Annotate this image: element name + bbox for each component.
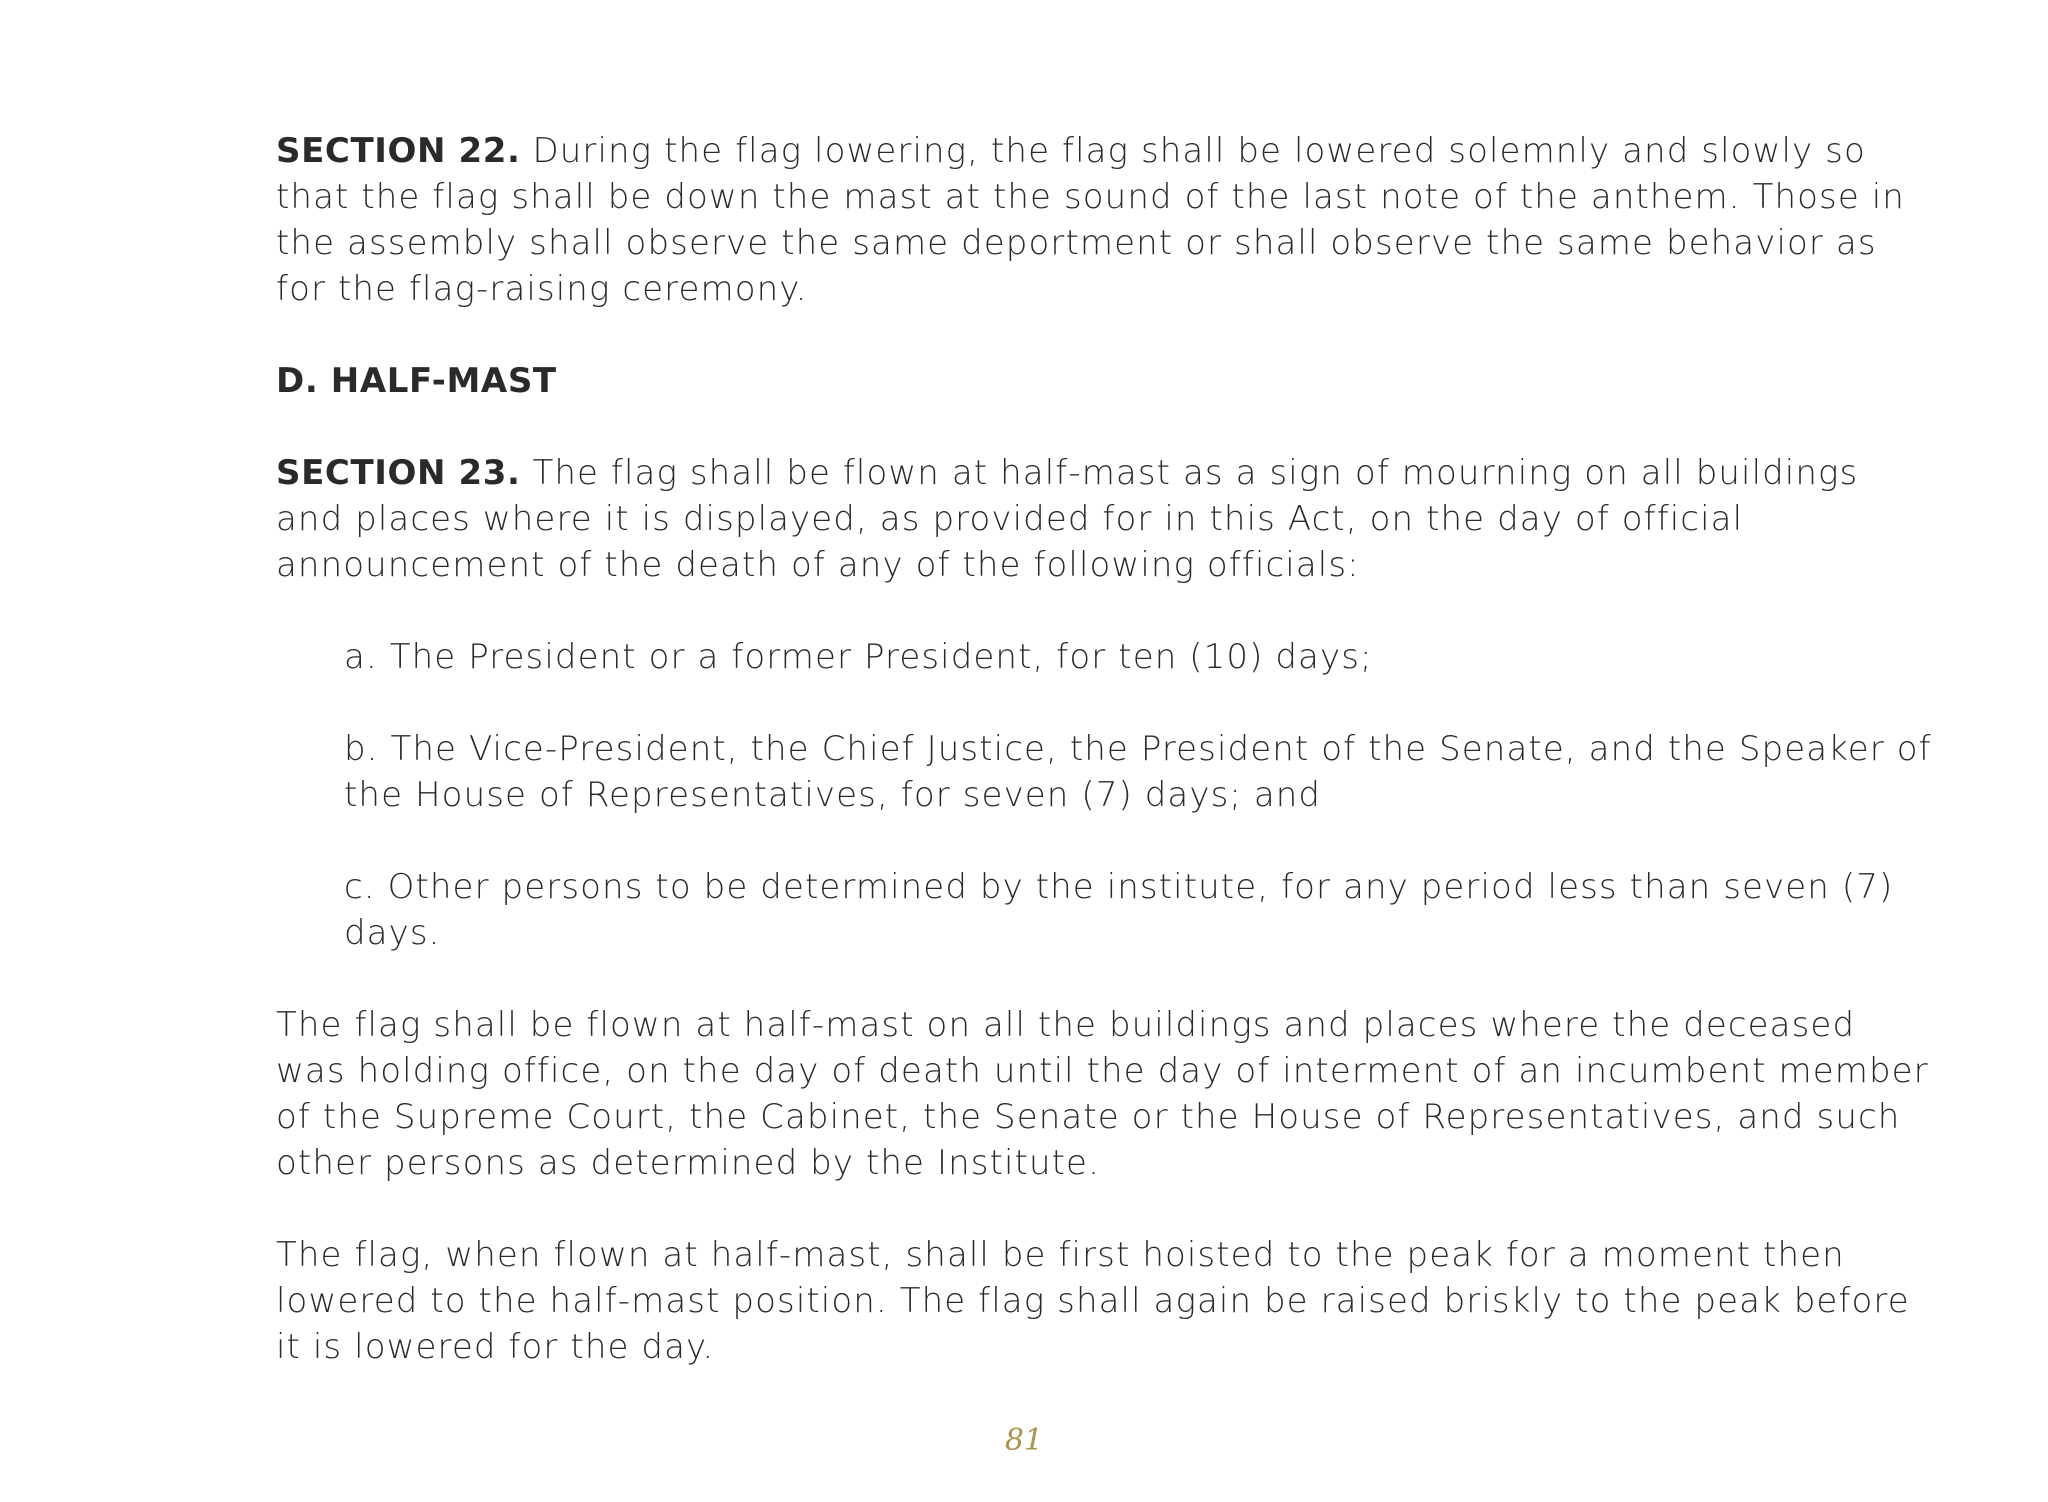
page-number: 81: [1004, 1423, 1044, 1458]
section-22-text: During the flag lowering, the flag shall be lowered solemnly and slowly so that the flag shall be down the mast at the sound of the last note of the anthem. Those in the assembly shall observe the same deportment or shall observe the same behavior as for the flag-raising ceremony.: [276, 131, 1905, 309]
section-22-label: SECTION 22.: [276, 131, 521, 171]
list-item-c: c. Other persons to be determined by the institute, for any period less than seven (7) days.: [344, 867, 1894, 953]
section-23-paragraph: [276, 450, 1936, 588]
list-item-b: b. The Vice-President, the Chief Justice, the President of the Senate, and the Speaker of the House of Representatives, for seven (7) days; and: [344, 729, 1932, 815]
section-23-text: The flag shall be flown at half-mast as a sign of mourning on all buildings and places where it is displayed, as provided for in this Act, on the day of official announcement of the death of any of the following officials:: [276, 453, 1859, 585]
list-item-a: a. The President or a former President, for ten (10) days;: [344, 637, 1373, 677]
section-23-label: SECTION 23.: [276, 453, 521, 493]
page-content: [276, 128, 1936, 1416]
heading-half-mast: D. HALF-MAST: [276, 361, 557, 401]
section-22-paragraph: [276, 128, 1936, 312]
hoist-paragraph: The flag, when flown at half-mast, shall be first hoisted to the peak for a moment then lowered to the half-mast position. The flag shall again be raised briskly to the peak before it is lowered for the day.: [276, 1235, 1910, 1367]
incumbent-paragraph: The flag shall be flown at half-mast on all the buildings and places where the deceased was holding office, on the day of death until the day of interment of an incumbent member of the Supreme Court, the Cabinet, the Senate or the House of Representatives, and such other persons as determined by the Institute.: [276, 1005, 1929, 1183]
